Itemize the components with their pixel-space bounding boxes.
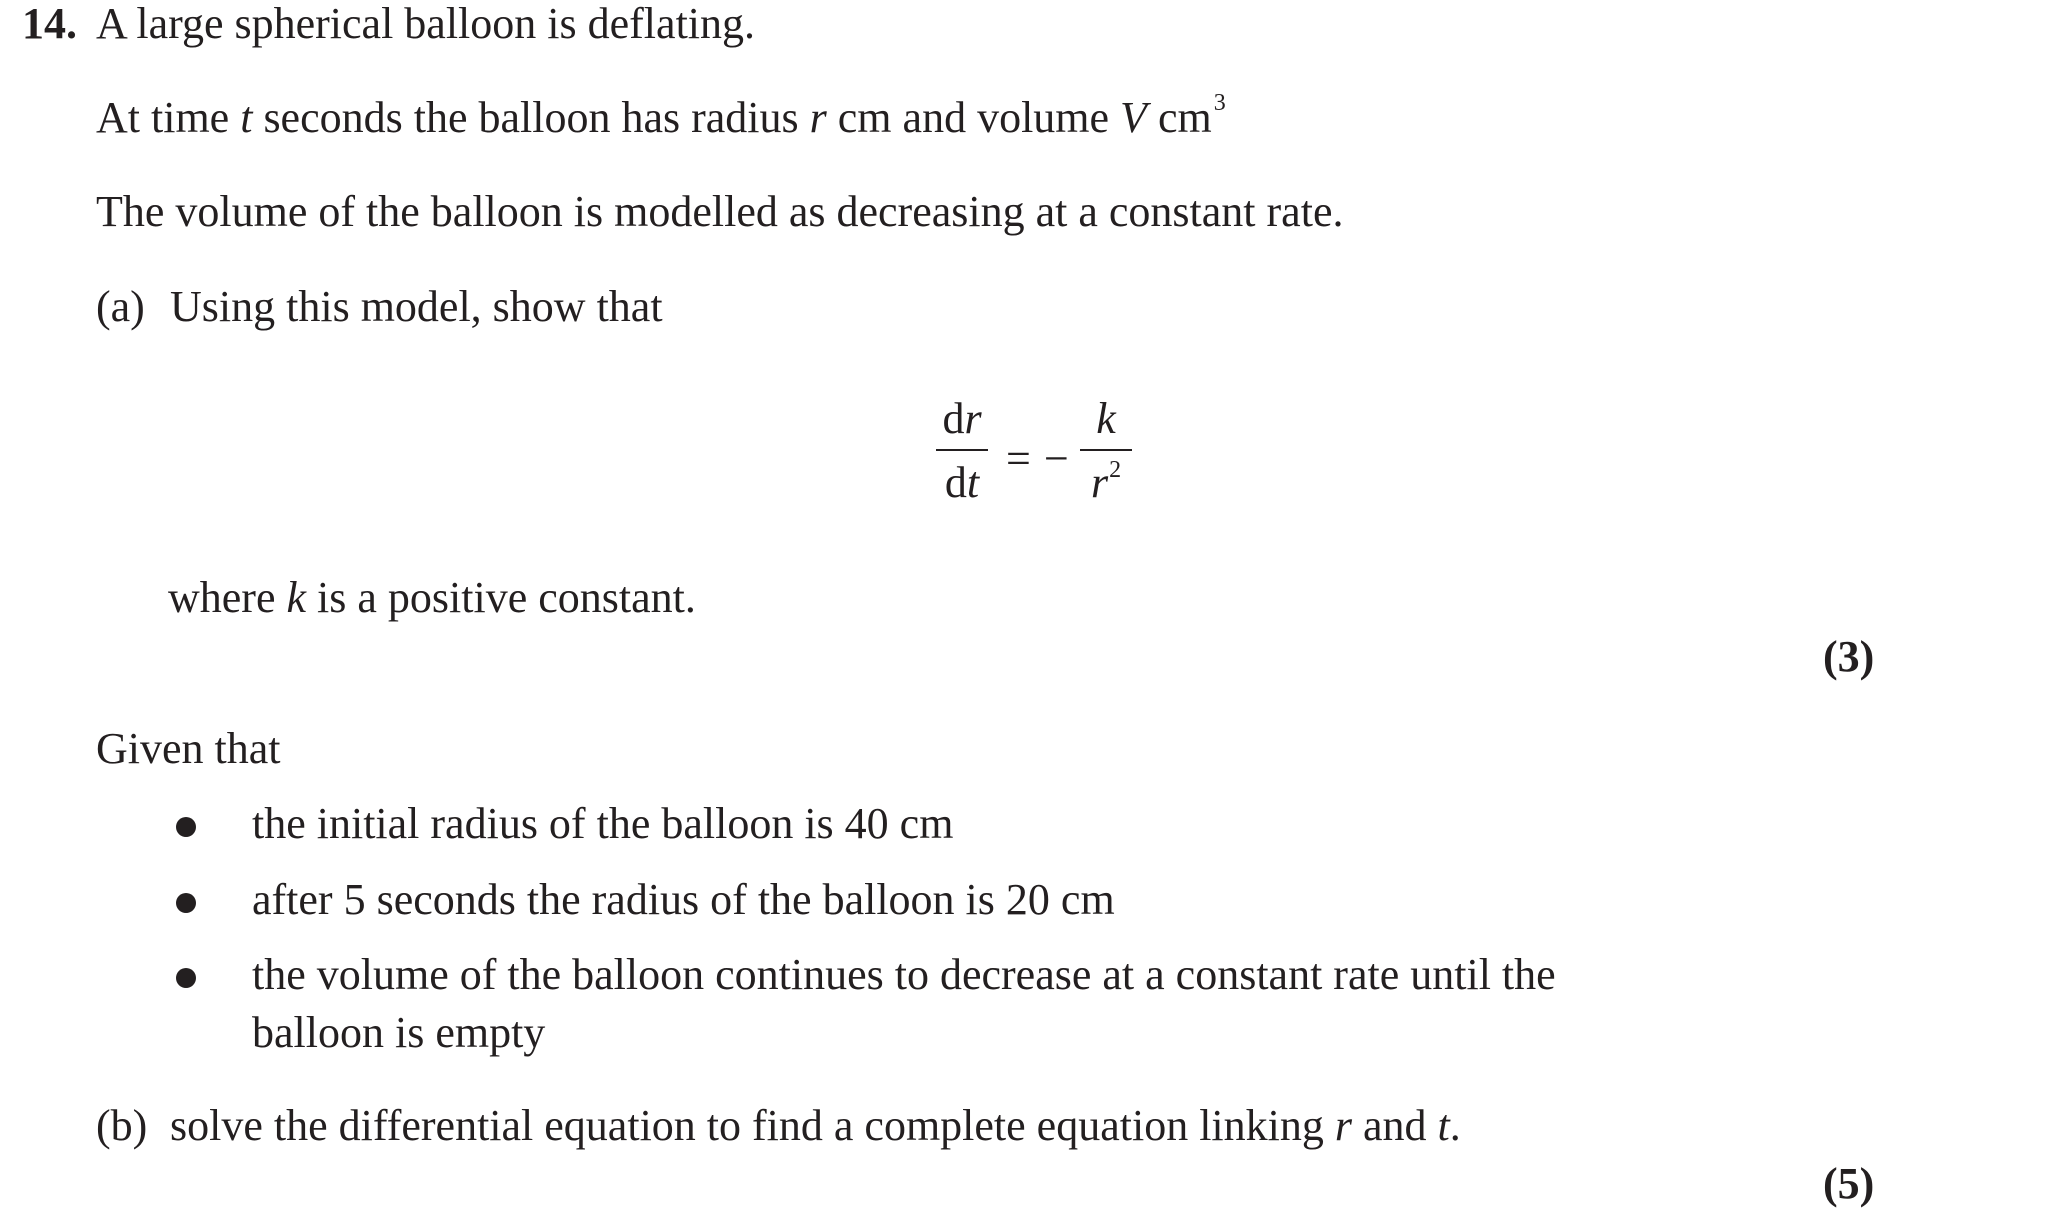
question-intro: A large spherical balloon is deflating.: [96, 0, 756, 48]
cm-cubed-exponent: 3: [1213, 90, 1226, 116]
rhs-denominator: $r^2$: [1090, 457, 1122, 507]
time-text-1: At time: [96, 93, 241, 142]
bullet-item: after 5 seconds the radius of the balloon is 20 cm: [252, 875, 1115, 924]
equals-sign: =: [1006, 434, 1031, 483]
where-statement: where k is a positive constant.: [168, 573, 696, 622]
bullet-dot: [176, 817, 196, 837]
fraction-bar: [936, 449, 988, 451]
part-a-label: (a): [96, 282, 145, 331]
var-v: V: [1120, 93, 1147, 142]
var-r: r: [809, 93, 827, 142]
rhs-fraction: [1080, 394, 1132, 507]
bullet-item: the volume of the balloon continues to decrease at a constant rate until the: [252, 950, 1556, 999]
derivative-numerator: dr: [942, 394, 982, 443]
given-intro: Given that: [96, 724, 281, 773]
minus-sign: −: [1044, 434, 1069, 483]
bullet-item: the initial radius of the balloon is 40 cm: [252, 799, 954, 848]
part-b-marks: (5): [1823, 1159, 1875, 1208]
derivative-denominator: dt: [944, 458, 980, 507]
bullet-dot: [176, 893, 196, 913]
part-a-marks: (3): [1823, 632, 1875, 681]
fraction-bar: [1080, 449, 1132, 451]
time-text-3: cm and volume: [826, 93, 1121, 142]
question-number: 14.: [22, 0, 77, 48]
part-b-label: (b): [96, 1101, 148, 1150]
rhs-numerator: k: [1096, 394, 1116, 443]
time-text-4: cm: [1146, 93, 1212, 142]
time-text-2: seconds the balloon has radius: [252, 93, 810, 142]
bullet-dot: [176, 968, 196, 988]
time-statement: [96, 90, 1226, 142]
part-a-text: Using this model, show that: [170, 282, 663, 331]
model-statement: The volume of the balloon is modelled as decreasing at a constant rate.: [96, 187, 1344, 236]
derivative-fraction: [936, 394, 988, 507]
bullet-item-continuation: balloon is empty: [252, 1008, 546, 1057]
part-b-text: solve the differential equation to find a complete equation linking r and t.: [170, 1101, 1461, 1150]
var-t: t: [240, 93, 253, 142]
